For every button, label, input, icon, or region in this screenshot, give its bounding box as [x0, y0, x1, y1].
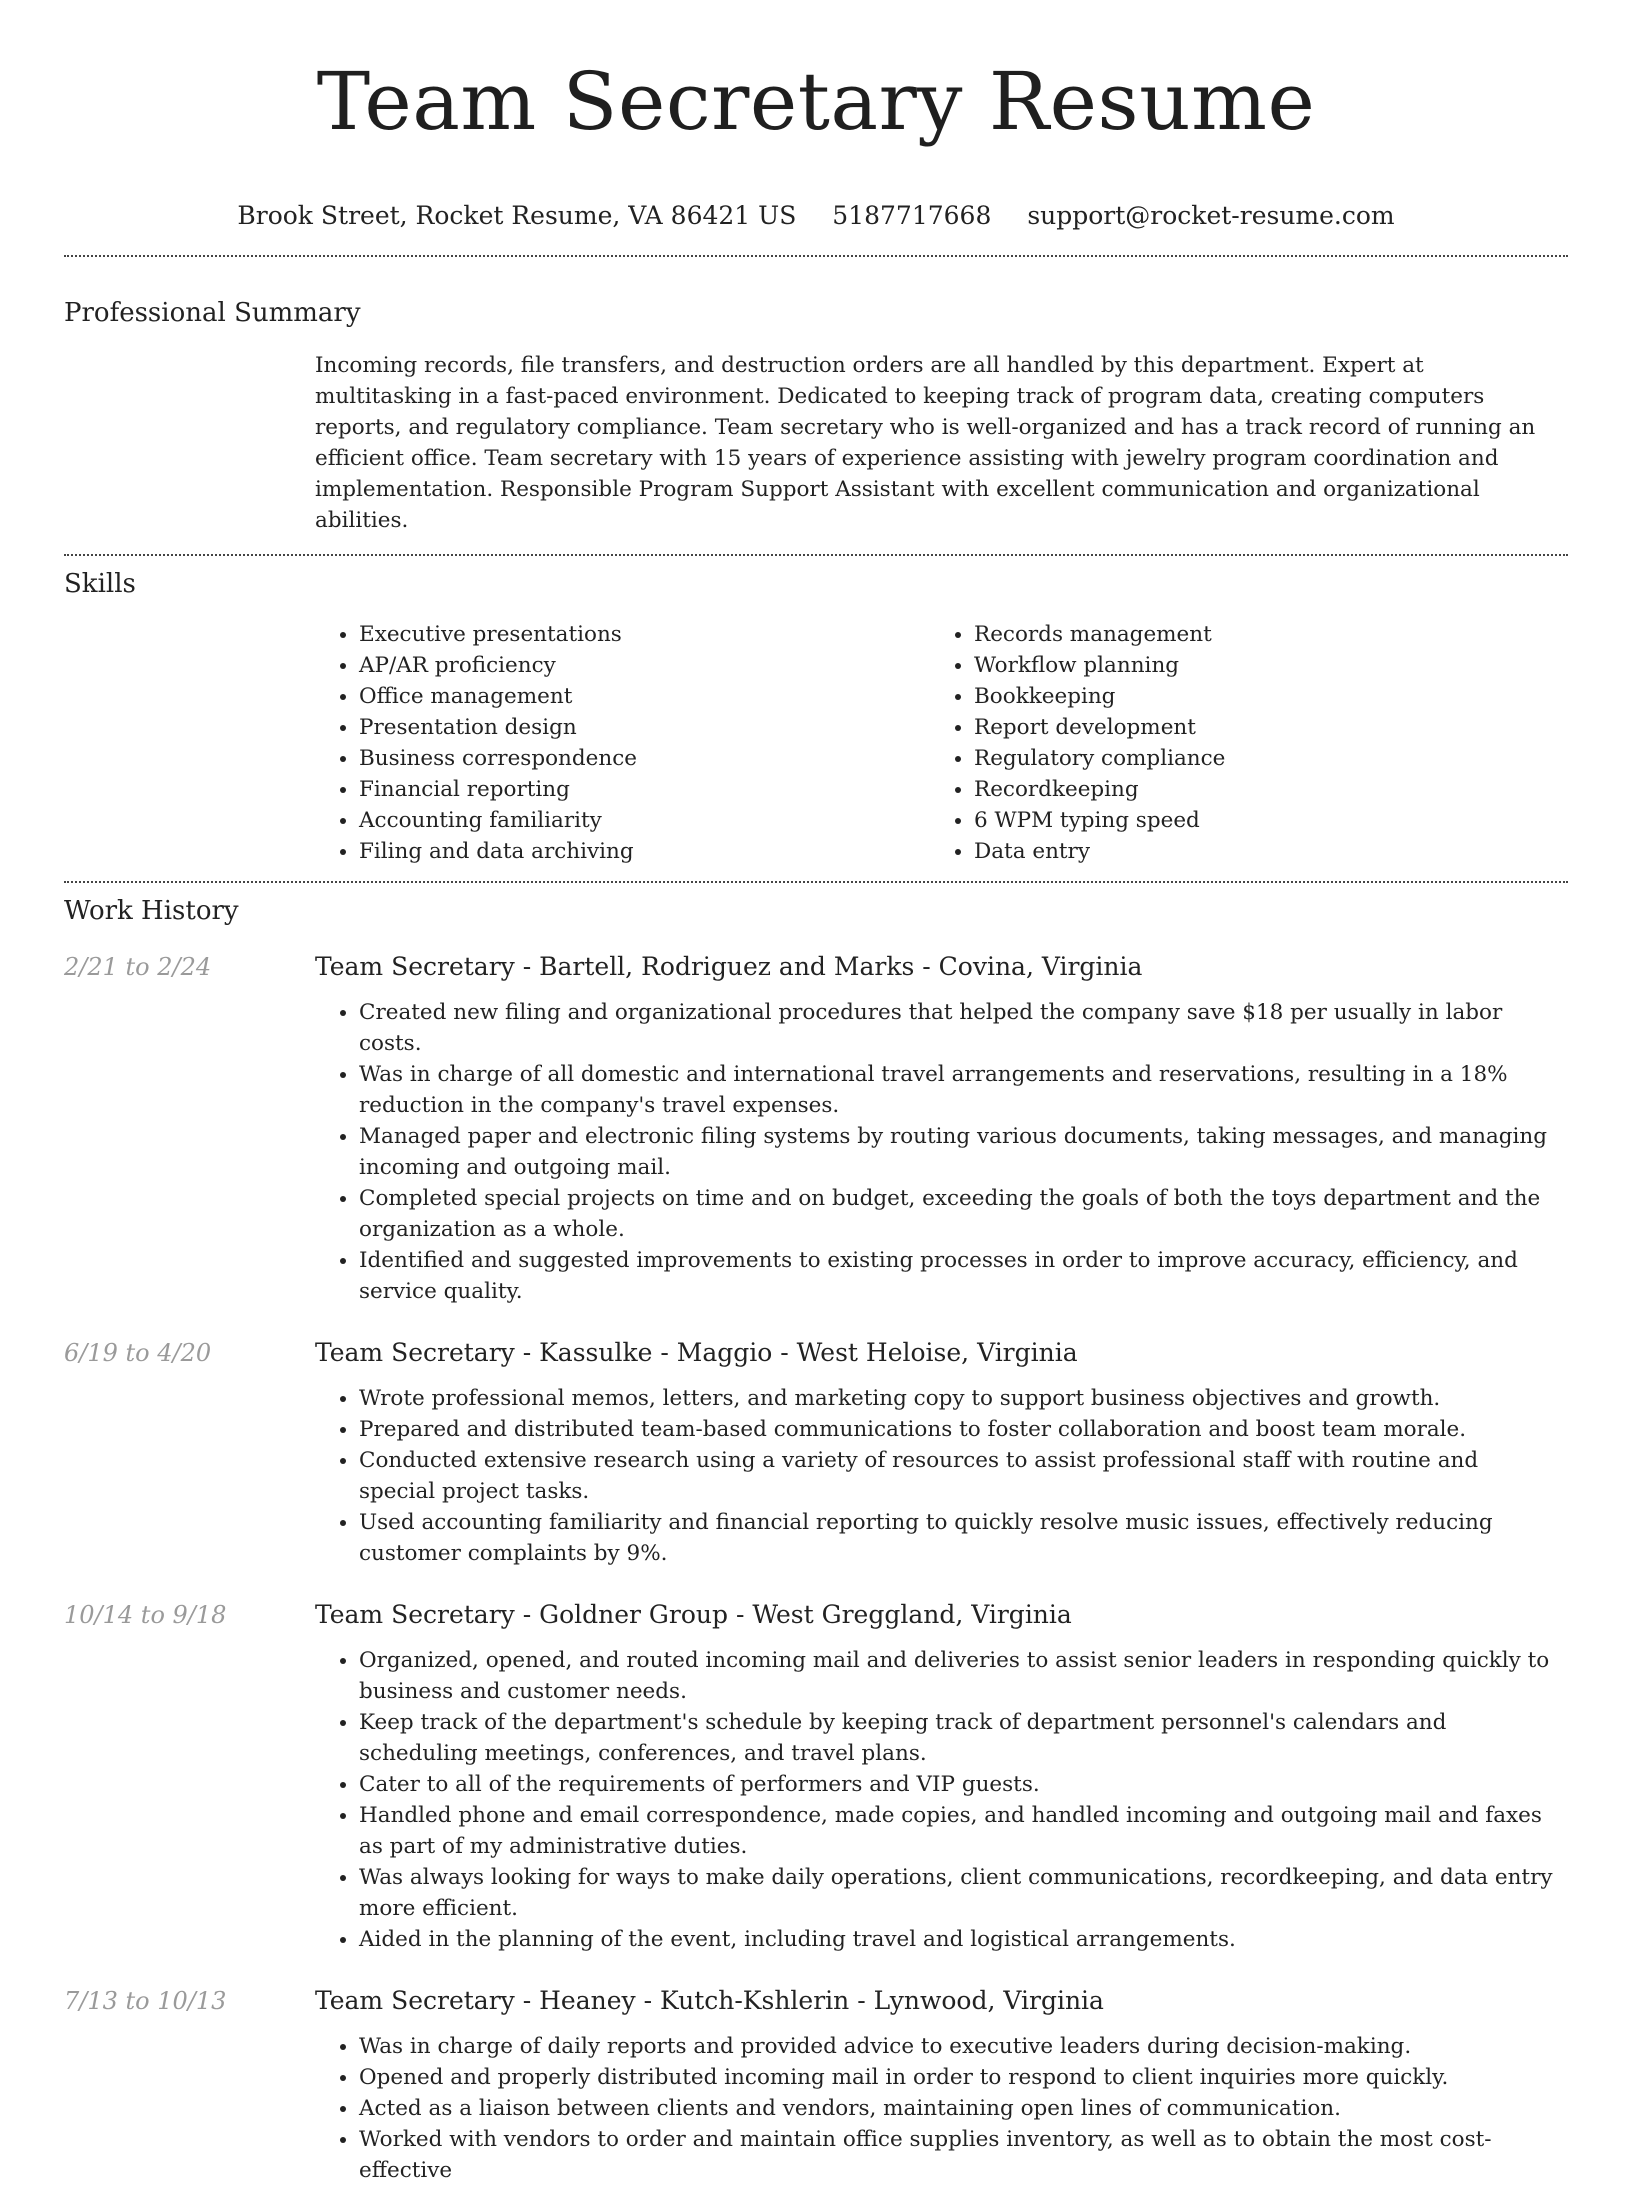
skill-item: • Presentation design [359, 712, 930, 743]
job-entry [64, 1983, 1568, 2186]
job-bullets [315, 1383, 1560, 1569]
job-details [315, 1597, 1568, 1955]
job-bullet: • Was in charge of daily reports and provided advice to executive leaders during decision-making. [359, 2031, 1560, 2062]
job-title: Team Secretary - Goldner Group - West Greggland, Virginia [315, 1600, 1072, 1629]
skill-item: • Records management [974, 619, 1545, 650]
skills-section [64, 556, 1568, 867]
job-bullet: • Was always looking for ways to make daily operations, client communications, recordkeeping, and data entry more efficient. [359, 1862, 1560, 1924]
skill-item: • Financial reporting [359, 774, 930, 805]
job-title: Team Secretary - Kassulke - Maggio - West Heloise, Virginia [315, 1338, 1078, 1367]
skill-item: • Workflow planning [974, 650, 1545, 681]
job-bullet: • Created new filing and organizational procedures that helped the company save $18 per usually in labor costs. [359, 997, 1560, 1059]
job-details [315, 1335, 1568, 1569]
skill-item: • Executive presentations [359, 619, 930, 650]
skills-heading: Skills [64, 569, 136, 599]
skill-item: • Bookkeeping [974, 681, 1545, 712]
job-bullets [315, 2031, 1560, 2186]
job-bullet: • Organized, opened, and routed incoming mail and deliveries to assist senior leaders in responding quickly to business and customer needs. [359, 1645, 1560, 1707]
job-bullet: • Opened and properly distributed incoming mail in order to respond to client inquiries more quickly. [359, 2062, 1560, 2093]
job-details [315, 1983, 1568, 2186]
work-history-section [64, 883, 1568, 2186]
skill-item: • Business correspondence [359, 743, 930, 774]
job-bullet: • Keep track of the department's schedule by keeping track of department personnel's calendars and scheduling meetings, conferences, and travel plans. [359, 1707, 1560, 1769]
job-bullet: • Worked with vendors to order and maintain office supplies inventory, as well as to obtain the most cost-effective [359, 2124, 1560, 2186]
contact-line [64, 196, 1568, 236]
skills-list-right [930, 619, 1545, 867]
job-entry [64, 1335, 1568, 1569]
contact-address: Brook Street, Rocket Resume, VA 86421 US [237, 201, 797, 230]
job-bullet: • Prepared and distributed team-based communications to foster collaboration and boost team morale. [359, 1414, 1560, 1445]
skill-item: • Filing and data archiving [359, 836, 930, 867]
job-entry [64, 949, 1568, 1307]
skill-item: • AP/AR proficiency [359, 650, 930, 681]
job-bullet: • Was in charge of all domestic and international travel arrangements and reservations, resulting in a 18% reduction in the company's travel expenses. [359, 1059, 1560, 1121]
job-bullet: • Identified and suggested improvements to existing processes in order to improve accuracy, efficiency, and service quality. [359, 1245, 1560, 1307]
skill-item: • Recordkeeping [974, 774, 1545, 805]
job-title: Team Secretary - Heaney - Kutch-Kshlerin - Lynwood, Virginia [315, 1986, 1104, 2015]
resume-title: Team Secretary Resume [316, 55, 1316, 148]
skills-columns [315, 619, 1568, 867]
job-title: Team Secretary - Bartell, Rodriguez and Marks - Covina, Virginia [315, 952, 1143, 981]
job-bullet: • Acted as a liaison between clients and vendors, maintaining open lines of communication. [359, 2093, 1560, 2124]
job-bullet: • Wrote professional memos, letters, and marketing copy to support business objectives and growth. [359, 1383, 1560, 1414]
job-bullet: • Managed paper and electronic filing systems by routing various documents, taking messages, and managing incoming and outgoing mail. [359, 1121, 1560, 1183]
job-dates: 10/14 to 9/18 [64, 1601, 227, 1629]
job-bullet: • Completed special projects on time and on budget, exceeding the goals of both the toys department and the organization as a whole. [359, 1183, 1560, 1245]
job-bullet: • Used accounting familiarity and financial reporting to quickly resolve music issues, effectively reducing customer complaints by 9%. [359, 1507, 1560, 1569]
job-entry [64, 1597, 1568, 1955]
job-bullet: • Handled phone and email correspondence, made copies, and handled incoming and outgoing mail and faxes as part of my administrative duties. [359, 1800, 1560, 1862]
summary-section [64, 257, 1568, 536]
summary-text: Incoming records, file transfers, and destruction orders are all handled by this department. Expert at multitasking in a fast-paced environment. Dedicated to keeping track of program data, creating computers reports, and regulatory compliance. Team secretary who is well-organized and has a track record of running an efficient office. Team secretary with 15 years of experience assisting with jewelry program coordination and implementation. Responsible Program Support Assistant with excellent communication and organizational abilities. [315, 353, 1536, 533]
job-bullets [315, 997, 1560, 1307]
job-details [315, 949, 1568, 1307]
contact-email[interactable]: support@rocket-resume.com [1027, 201, 1395, 230]
contact-phone: 5187717668 [832, 201, 992, 230]
job-dates: 6/19 to 4/20 [64, 1339, 212, 1367]
job-dates: 7/13 to 10/13 [64, 1987, 227, 2015]
skill-item: • Regulatory compliance [974, 743, 1545, 774]
skill-item: • Report development [974, 712, 1545, 743]
skill-item: • Data entry [974, 836, 1545, 867]
skill-item: • Accounting familiarity [359, 805, 930, 836]
job-bullet: • Aided in the planning of the event, including travel and logistical arrangements. [359, 1924, 1560, 1955]
skill-item: • 6 WPM typing speed [974, 805, 1545, 836]
job-bullet: • Conducted extensive research using a variety of resources to assist professional staff with routine and special project tasks. [359, 1445, 1560, 1507]
job-bullets [315, 1645, 1560, 1955]
job-bullet: • Cater to all of the requirements of performers and VIP guests. [359, 1769, 1560, 1800]
skills-list-left [315, 619, 930, 867]
skill-item: • Office management [359, 681, 930, 712]
job-dates: 2/21 to 2/24 [64, 953, 212, 981]
summary-heading: Professional Summary [64, 298, 361, 328]
work-history-heading: Work History [64, 896, 239, 926]
